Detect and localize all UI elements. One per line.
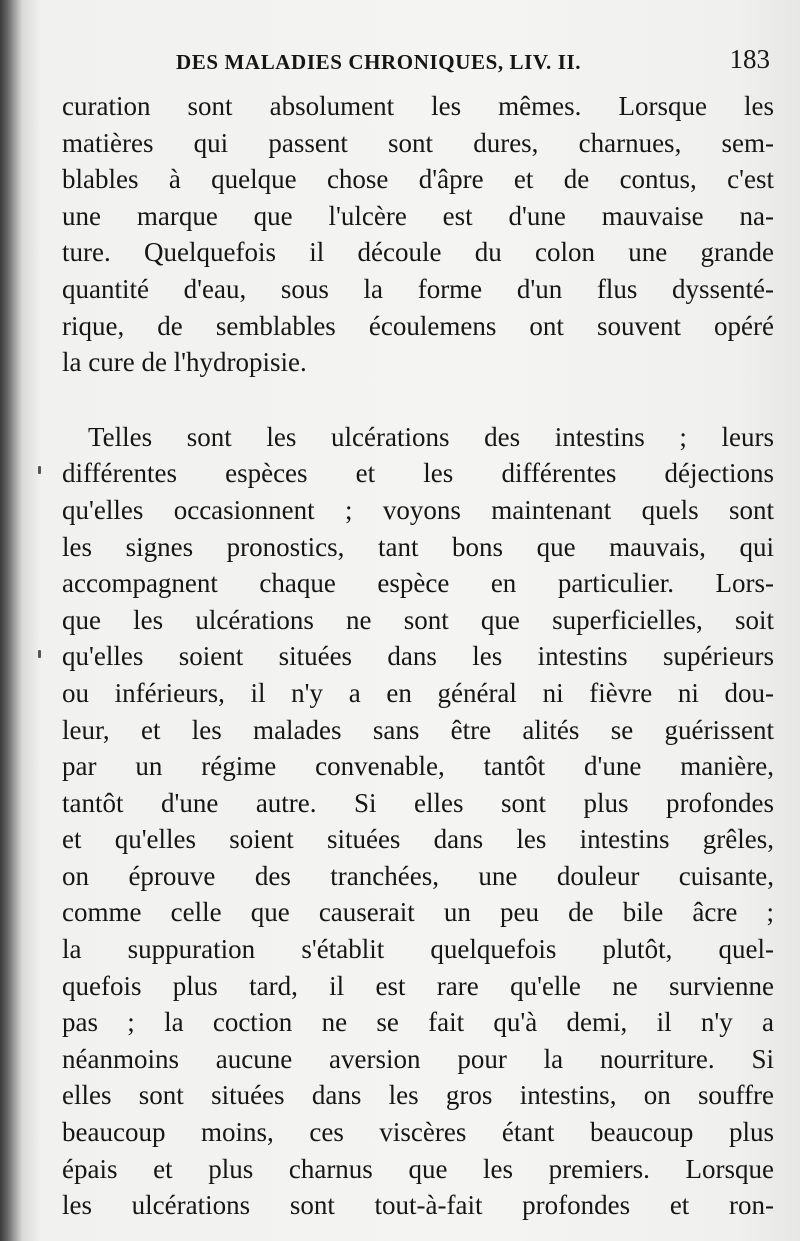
book-page (62, 40, 774, 1224)
text-line: matières qui passent sont dures, charnues, sem- (62, 127, 774, 158)
text-line: ou inférieurs, il n'y a en général ni fièvre ni dou- (62, 677, 774, 708)
text-line: quefois plus tard, il est rare qu'elle ne survienne (62, 970, 774, 1001)
text-line: différentes espèces et les différentes déjections (62, 458, 774, 489)
text-line: comme celle que causerait un peu de bile âcre ; (62, 897, 774, 928)
text-line: qu'elles soient situées dans les intestins supérieurs (62, 641, 774, 672)
text-line: pas ; la coction ne se fait qu'à demi, il n'y a (62, 1007, 774, 1038)
text-line: curation sont absolument les mêmes. Lorsque les (62, 91, 774, 121)
text-line: et qu'elles soient situées dans les intestins grêles, (62, 824, 774, 855)
text-line: qu'elles occasionnent ; voyons maintenant quels sont (62, 494, 774, 525)
text-line: tantôt d'une autre. Si elles sont plus profondes (62, 787, 774, 818)
text-line: blables à quelque chose d'âpre et de contus, c'est (62, 164, 774, 195)
text-line: la cure de l'hydropisie. (62, 347, 307, 378)
text-line: les ulcérations sont tout-à-fait profondes et ron- (62, 1190, 774, 1221)
text-line: beaucoup moins, ces viscères étant beaucoup plus (62, 1117, 774, 1148)
text-line: la suppuration s'établit quelquefois plutôt, quel- (62, 934, 774, 965)
text-line: ture. Quelquefois il découle du colon une grande (62, 237, 774, 268)
text-line: accompagnent chaque espèce en particulier. Lors- (62, 568, 774, 599)
text-line: que les ulcérations ne sont que superficielles, soit (62, 604, 774, 635)
paragraph (62, 419, 774, 1224)
running-head (62, 40, 774, 80)
running-title: DES MALADIES CHRONIQUES, LIV. II. (176, 50, 582, 74)
body-text (62, 88, 774, 1224)
text-line: épais et plus charnus que les premiers. Lorsque (62, 1153, 774, 1184)
page-number: 183 (729, 44, 770, 74)
margin-mark (38, 650, 41, 658)
text-line: rique, de semblables écoulemens ont souvent opéré (62, 310, 774, 341)
text-line: une marque que l'ulcère est d'une mauvaise na- (62, 200, 774, 231)
margin-mark (38, 466, 41, 474)
text-line: par un régime convenable, tantôt d'une manière, (62, 751, 774, 782)
paragraph (62, 88, 774, 381)
text-line: leur, et les malades sans être alités se guérissent (62, 714, 774, 745)
text-line: elles sont situées dans les gros intestins, on souffre (62, 1080, 774, 1111)
text-line: quantité d'eau, sous la forme d'un flus dyssenté- (62, 273, 774, 304)
text-line: néanmoins aucune aversion pour la nourriture. Si (62, 1043, 774, 1074)
text-line: Telles sont les ulcérations des intestins ; leurs (88, 421, 774, 452)
text-line: les signes pronostics, tant bons que mauvais, qui (62, 531, 774, 562)
text-line: on éprouve des tranchées, une douleur cuisante, (62, 860, 774, 891)
